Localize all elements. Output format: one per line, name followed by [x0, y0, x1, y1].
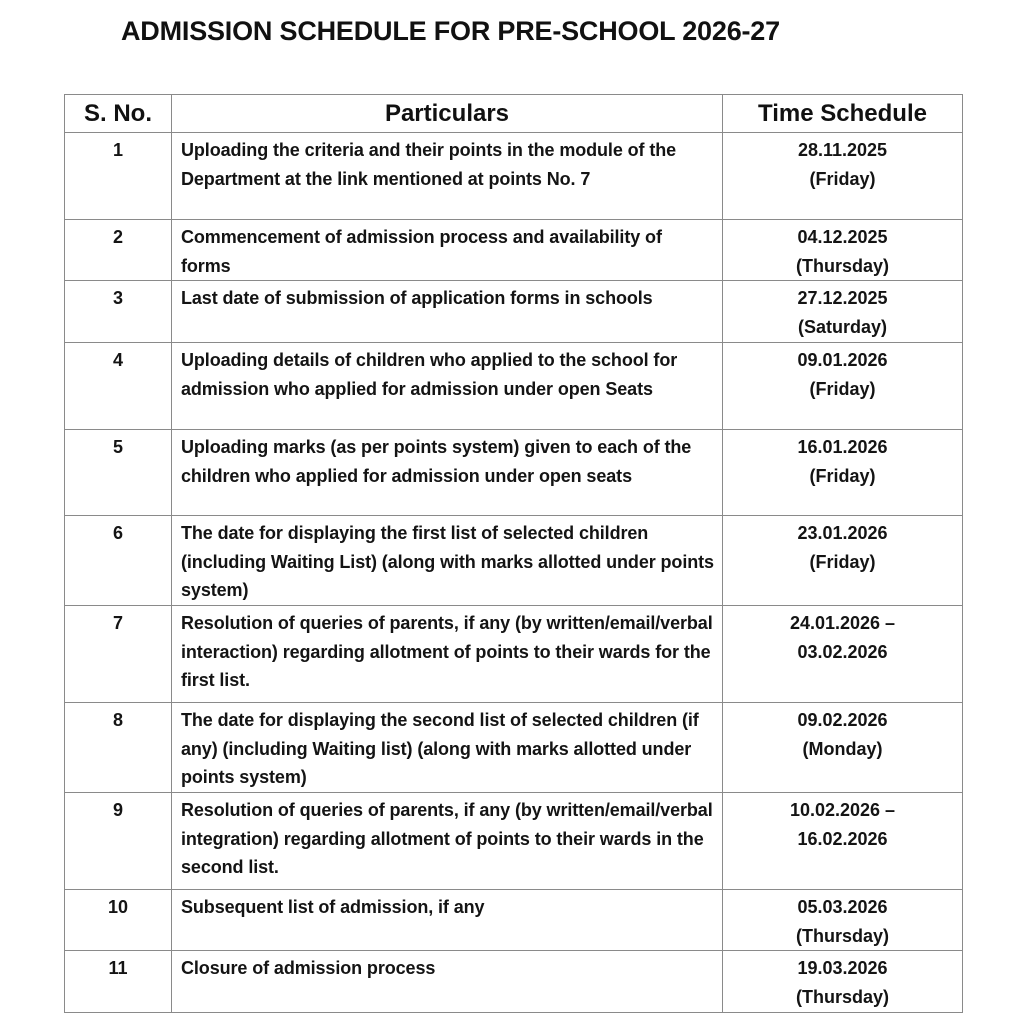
table-row [65, 793, 963, 890]
table-row [65, 890, 963, 951]
row-particulars: The date for displaying the second list of selected children (if any) (including Waiting list) (along with marks allotted under points system) [172, 702, 723, 792]
row-time-schedule [723, 281, 963, 342]
row-day: (Saturday) [797, 317, 887, 338]
table-row [65, 429, 963, 515]
row-sno: 2 [65, 220, 172, 281]
row-time-schedule [723, 890, 963, 951]
row-sno: 5 [65, 429, 172, 515]
row-particulars: Resolution of queries of parents, if any (by written/email/verbal integration) regarding allotment of points to their wards in the second list. [172, 793, 723, 890]
row-day: 16.02.2026 [797, 828, 888, 849]
row-sno: 10 [65, 890, 172, 951]
row-day: (Friday) [809, 378, 876, 399]
row-particulars: Commencement of admission process and availability of forms [172, 220, 723, 281]
row-time-schedule [723, 605, 963, 702]
table-row [65, 515, 963, 605]
table-header-row [65, 95, 963, 133]
row-sno: 9 [65, 793, 172, 890]
row-day: (Friday) [809, 168, 876, 189]
row-day: (Thursday) [795, 925, 889, 946]
row-sno: 8 [65, 702, 172, 792]
row-date: 09.01.2026 [797, 349, 888, 370]
row-particulars: Uploading details of children who applied to the school for admission who applied for admission under open Seats [172, 342, 723, 429]
row-time-schedule [723, 220, 963, 281]
row-particulars: Resolution of queries of parents, if any (by written/email/verbal interaction) regarding allotment of points to their wards for the first list. [172, 605, 723, 702]
row-time-schedule [723, 702, 963, 792]
row-day: (Friday) [809, 465, 876, 486]
header-sno: S. No. [65, 95, 172, 133]
row-particulars: Uploading the criteria and their points in the module of the Department at the link mentioned at points No. 7 [172, 133, 723, 220]
row-particulars: Uploading marks (as per points system) given to each of the children who applied for admission under open seats [172, 429, 723, 515]
row-particulars: Last date of submission of application forms in schools [172, 281, 723, 342]
table-row [65, 281, 963, 342]
row-date: 05.03.2026 [797, 897, 888, 918]
table-row [65, 702, 963, 792]
row-day: (Monday) [802, 738, 883, 759]
row-time-schedule [723, 951, 963, 1012]
row-time-schedule [723, 342, 963, 429]
row-particulars: Closure of admission process [172, 951, 723, 1012]
row-date: 10.02.2026 – [789, 800, 896, 821]
row-sno: 7 [65, 605, 172, 702]
row-day: 03.02.2026 [797, 641, 888, 662]
row-time-schedule [723, 793, 963, 890]
row-date: 09.02.2026 [797, 709, 888, 730]
row-sno: 6 [65, 515, 172, 605]
row-day: (Thursday) [795, 255, 889, 276]
table-row [65, 342, 963, 429]
table-row [65, 605, 963, 702]
table-row [65, 951, 963, 1012]
table-row [65, 220, 963, 281]
row-day: (Friday) [809, 551, 876, 572]
row-particulars: Subsequent list of admission, if any [172, 890, 723, 951]
row-date: 27.12.2025 [797, 288, 888, 309]
row-sno: 4 [65, 342, 172, 429]
row-time-schedule [723, 515, 963, 605]
row-particulars: The date for displaying the first list of selected children (including Waiting List) (along with marks allotted under points system) [172, 515, 723, 605]
row-date: 04.12.2025 [797, 227, 888, 247]
row-date: 28.11.2025 [797, 140, 888, 160]
row-date: 16.01.2026 [797, 436, 888, 457]
row-sno: 11 [65, 951, 172, 1012]
row-time-schedule [723, 133, 963, 220]
row-sno: 3 [65, 281, 172, 342]
row-day: (Thursday) [795, 987, 889, 1008]
document-title: ADMISSION SCHEDULE FOR PRE-SCHOOL 2026-27 [121, 16, 780, 46]
row-time-schedule [723, 429, 963, 515]
admission-schedule-table [64, 94, 963, 1013]
row-date: 24.01.2026 – [789, 612, 896, 633]
row-sno: 1 [65, 133, 172, 220]
row-date: 23.01.2026 [797, 522, 888, 543]
row-date: 19.03.2026 [797, 958, 888, 979]
header-time-schedule: Time Schedule [723, 95, 963, 133]
table-row [65, 133, 963, 220]
header-particulars: Particulars [172, 95, 723, 133]
